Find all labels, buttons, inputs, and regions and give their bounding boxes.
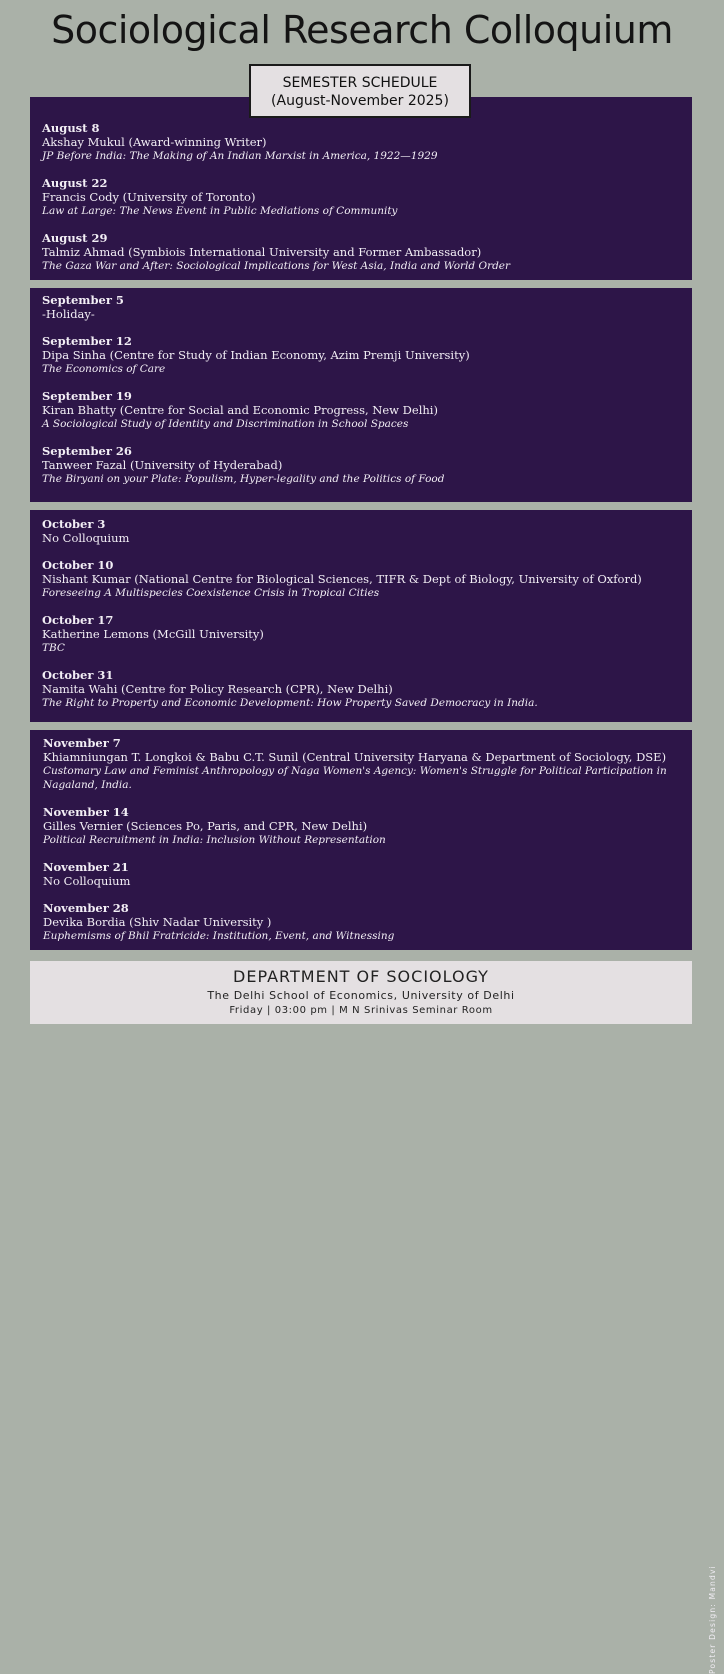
event-topic: Foreseeing A Multispecies Coexistence Crisis in Tropical Cities bbox=[42, 587, 380, 599]
institution-name: The Delhi School of Economics, University of Delhi bbox=[207, 989, 515, 1002]
event-speaker: Talmiz Ahmad (Symbiois International University and Former Ambassador) bbox=[42, 245, 482, 259]
event-speaker: No Colloquium bbox=[43, 874, 131, 888]
event-entry bbox=[42, 559, 692, 600]
footer bbox=[30, 961, 692, 1024]
event-entry bbox=[42, 122, 692, 163]
event-topic: Euphemisms of Bhil Fratricide: Institution, Event, and Witnessing bbox=[43, 930, 395, 942]
event-topic: JP Before India: The Making of An Indian Marxist in America, 1922—1929 bbox=[42, 150, 438, 162]
event-topic: Political Recruitment in India: Inclusion Without Representation bbox=[43, 834, 386, 846]
event-entry bbox=[42, 445, 692, 486]
department-name: DEPARTMENT OF SOCIOLOGY bbox=[233, 967, 489, 986]
event-speaker: Kiran Bhatty (Centre for Social and Economic Progress, New Delhi) bbox=[42, 403, 438, 417]
event-date: September 5 bbox=[42, 293, 124, 307]
event-date: August 22 bbox=[42, 176, 108, 190]
event-date: November 7 bbox=[43, 736, 121, 750]
event-entry bbox=[42, 518, 692, 545]
event-speaker: Khiamniungan T. Longkoi & Babu C.T. Sunil (Central University Haryana & Department of Sociology, DSE) bbox=[43, 750, 667, 764]
event-speaker: Tanweer Fazal (University of Hyderabad) bbox=[42, 458, 283, 472]
event-date: October 10 bbox=[42, 558, 114, 572]
event-entry bbox=[43, 737, 692, 792]
event-entry bbox=[43, 902, 692, 943]
event-speaker: -Holiday- bbox=[42, 307, 95, 321]
event-date: November 14 bbox=[43, 805, 129, 819]
event-date: November 21 bbox=[43, 860, 129, 874]
event-speaker: Francis Cody (University of Toronto) bbox=[42, 190, 256, 204]
event-date: September 19 bbox=[42, 389, 132, 403]
event-topic: A Sociological Study of Identity and Discrimination in School Spaces bbox=[42, 418, 409, 430]
event-entry bbox=[43, 861, 692, 888]
schedule-label bbox=[249, 64, 471, 118]
event-topic: The Economics of Care bbox=[42, 363, 166, 375]
event-entry bbox=[42, 232, 692, 273]
september-panel bbox=[30, 288, 692, 502]
event-speaker: Devika Bordia (Shiv Nadar University ) bbox=[43, 915, 272, 929]
event-topic: The Right to Property and Economic Development: How Property Saved Democracy in India. bbox=[42, 697, 538, 709]
event-entry bbox=[42, 390, 692, 431]
event-date: November 28 bbox=[43, 901, 129, 915]
event-speaker: Dipa Sinha (Centre for Study of Indian Economy, Azim Premji University) bbox=[42, 348, 470, 362]
event-speaker: Nishant Kumar (National Centre for Biological Sciences, TIFR & Dept of Biology, University of Oxford) bbox=[42, 572, 642, 586]
event-topic: The Gaza War and After: Sociological Implications for West Asia, India and World Order bbox=[42, 260, 511, 272]
event-date: August 8 bbox=[42, 121, 100, 135]
event-topic: The Biryani on your Plate: Populism, Hyper-legality and the Politics of Food bbox=[42, 473, 445, 485]
event-date: October 31 bbox=[42, 668, 114, 682]
schedule-label-line1: SEMESTER SCHEDULE bbox=[282, 75, 438, 91]
event-date: September 26 bbox=[42, 444, 132, 458]
event-entry bbox=[42, 335, 692, 376]
poster-title: Sociological Research Colloquium bbox=[51, 8, 673, 52]
design-credit: Poster Design: Mandvi bbox=[708, 1565, 717, 1674]
august-panel bbox=[30, 97, 692, 280]
event-speaker: No Colloquium bbox=[42, 531, 130, 545]
event-speaker: Namita Wahi (Centre for Policy Research (CPR), New Delhi) bbox=[42, 682, 393, 696]
event-topic: TBC bbox=[42, 642, 65, 654]
event-speaker: Akshay Mukul (Award-winning Writer) bbox=[42, 135, 267, 149]
event-topic: Law at Large: The News Event in Public Mediations of Community bbox=[42, 205, 398, 217]
event-date: October 3 bbox=[42, 517, 106, 531]
event-date: September 12 bbox=[42, 334, 132, 348]
event-date: October 17 bbox=[42, 613, 114, 627]
event-entry bbox=[42, 294, 692, 321]
event-topic: Customary Law and Feminist Anthropology of Naga Women's Agency: Women's Struggle for Political Participation in Nagaland, India. bbox=[43, 765, 667, 791]
event-entry bbox=[42, 177, 692, 218]
october-panel bbox=[30, 510, 692, 722]
event-date: August 29 bbox=[42, 231, 108, 245]
venue-details: Friday | 03:00 pm | M N Srinivas Seminar Room bbox=[229, 1005, 493, 1016]
event-entry bbox=[42, 614, 692, 655]
schedule-label-line2: (August-November 2025) bbox=[271, 93, 449, 109]
event-entry bbox=[42, 669, 692, 710]
event-speaker: Gilles Vernier (Sciences Po, Paris, and CPR, New Delhi) bbox=[43, 819, 368, 833]
event-speaker: Katherine Lemons (McGill University) bbox=[42, 627, 264, 641]
event-entry bbox=[43, 806, 692, 847]
